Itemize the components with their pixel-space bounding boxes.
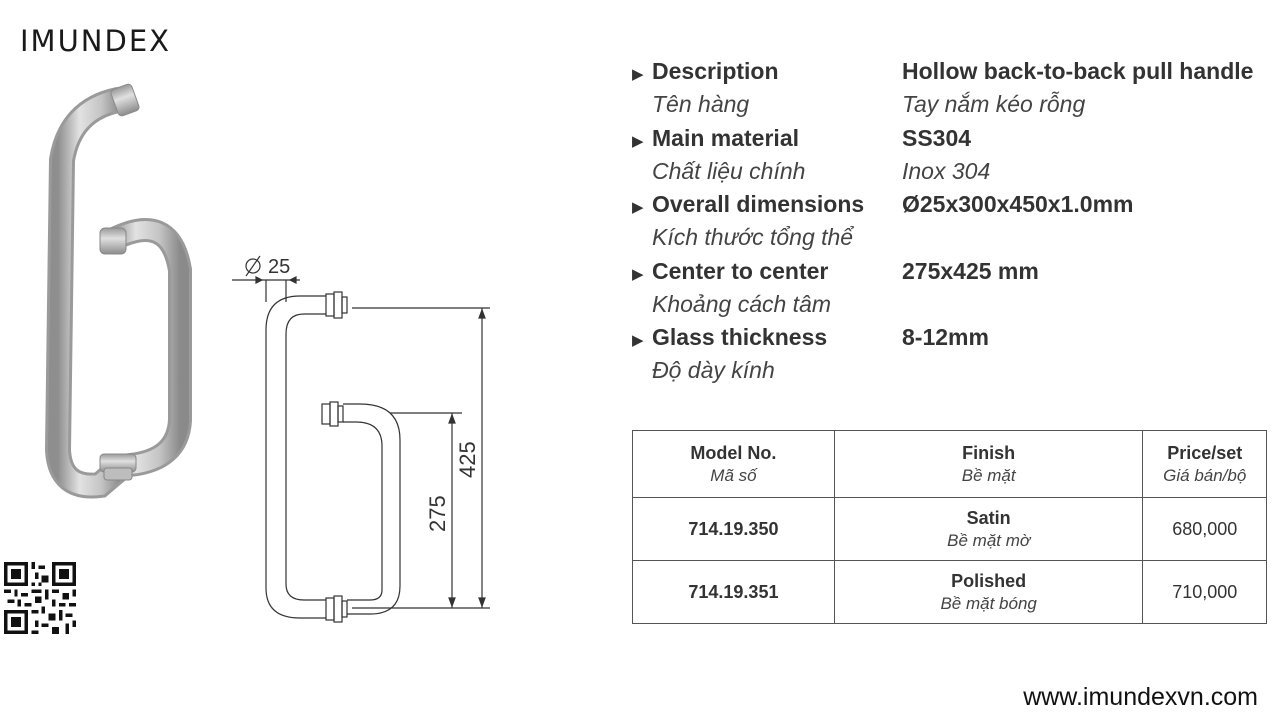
spec-label: Overall dimensions bbox=[652, 191, 865, 217]
header-label: Model No. bbox=[690, 442, 777, 463]
header-label-vi: Giá bán/bộ bbox=[1163, 465, 1247, 485]
model-cell: 714.19.350 bbox=[633, 498, 835, 561]
finish-cell bbox=[834, 498, 1143, 561]
model-cell: 714.19.351 bbox=[633, 561, 835, 624]
diameter-label: 25 bbox=[268, 256, 291, 278]
spec-row-glass bbox=[632, 324, 1272, 391]
technical-drawing bbox=[225, 240, 515, 640]
spec-row-description bbox=[632, 58, 1272, 125]
triangle-right-icon: ▶ bbox=[632, 199, 644, 216]
spec-value: Hollow back-to-back pull handle bbox=[902, 58, 1254, 84]
spec-label: Center to center bbox=[652, 257, 829, 284]
header-label-vi: Mã số bbox=[710, 465, 757, 485]
spec-label-vi: Khoảng cách tâm bbox=[652, 290, 832, 317]
price-cell: 680,000 bbox=[1143, 498, 1267, 561]
product-photo bbox=[30, 70, 220, 520]
spec-value-vi: Tay nắm kéo rỗng bbox=[902, 91, 1086, 117]
finish-label: Satin bbox=[966, 507, 1011, 528]
spec-label-vi: Độ dày kính bbox=[652, 357, 775, 383]
spec-label-vi: Tên hàng bbox=[652, 91, 750, 117]
spec-row-dimensions bbox=[632, 191, 1272, 258]
spec-label-vi: Kích thước tổng thể bbox=[652, 224, 854, 250]
triangle-right-icon: ▶ bbox=[632, 332, 644, 349]
header-label: Finish bbox=[962, 442, 1016, 463]
spec-value-vi: Inox 304 bbox=[902, 157, 991, 184]
triangle-right-icon: ▶ bbox=[632, 66, 644, 83]
spec-value: 275x425 mm bbox=[902, 257, 1039, 284]
spec-value: Ø25x300x450x1.0mm bbox=[902, 191, 1134, 217]
table-row bbox=[633, 561, 1267, 624]
header-label-vi: Bề mặt bbox=[961, 465, 1016, 485]
qr-code-icon bbox=[4, 562, 76, 634]
header-label: Price/set bbox=[1167, 442, 1243, 463]
spec-label: Main material bbox=[652, 124, 799, 151]
outer-dimension-label: 425 bbox=[455, 441, 480, 478]
spec-list bbox=[632, 58, 1272, 391]
price-cell: 710,000 bbox=[1143, 561, 1267, 624]
header-finish bbox=[834, 431, 1143, 498]
website-link[interactable]: www.imundexvn.com bbox=[1023, 683, 1258, 711]
triangle-right-icon: ▶ bbox=[632, 265, 644, 283]
spec-row-center bbox=[632, 258, 1272, 325]
finish-label-vi: Bề mặt mờ bbox=[947, 530, 1031, 550]
finish-cell bbox=[834, 561, 1143, 624]
inner-dimension-label: 275 bbox=[425, 495, 450, 532]
spec-label: Glass thickness bbox=[652, 324, 828, 350]
spec-row-material bbox=[632, 125, 1272, 192]
finish-label: Polished bbox=[951, 570, 1027, 591]
spec-value: SS304 bbox=[902, 124, 972, 151]
spec-label-vi: Chất liệu chính bbox=[652, 157, 806, 184]
finish-label-vi: Bề mặt bóng bbox=[940, 593, 1037, 613]
spec-label: Description bbox=[652, 58, 779, 84]
header-price bbox=[1143, 431, 1267, 498]
triangle-right-icon: ▶ bbox=[632, 132, 644, 150]
spec-value: 8-12mm bbox=[902, 324, 989, 350]
table-header-row bbox=[633, 431, 1267, 498]
header-model bbox=[633, 431, 835, 498]
table-row bbox=[633, 498, 1267, 561]
price-table bbox=[632, 430, 1267, 624]
brand-logo: IMUNDEX bbox=[20, 24, 172, 58]
